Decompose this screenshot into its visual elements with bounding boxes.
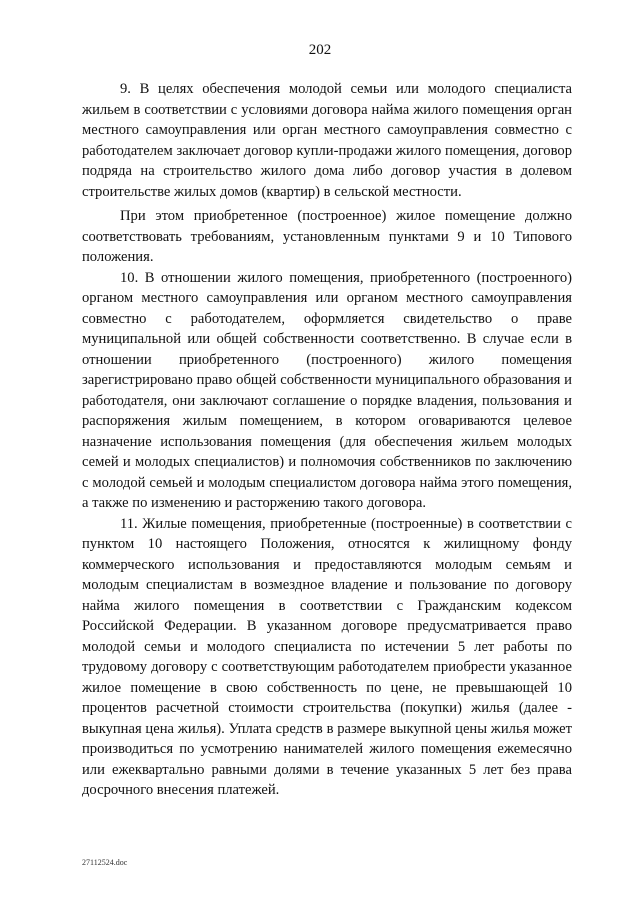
document-body xyxy=(82,79,572,801)
page-number: 202 xyxy=(308,42,332,58)
paragraph-10: 10. В отношении жилого помещения, приобретенного (построенного) органом местного самоуправления или органом местного самоуправления совместно с работодателем, оформляется свидетельство о праве муниципальной или общей собственности соответственно. В случае если в отношении приобретенного (построенного) жилого помещения зарегистрировано право общей собственности муниципального образования и работодателя, они заключают соглашение о порядке владения, пользования и распоряжения жилым помещением, в котором оговариваются целевое назначение использования помещения (для обеспечения жильем молодых семей и молодых специалистов) и полномочия собственников по заключению с молодой семьей и молодым специалистом договора найма этого помещения, а также по изменению и расторжению такого договора. xyxy=(82,269,572,511)
paragraph-9: 9. В целях обеспечения молодой семьи или молодого специалиста жильем в соответствии с условиями договора найма жилого помещения орган местного самоуправления или орган местного самоуправления совместно с работодателем заключает договор купли-продажи жилого помещения, договор подряда на строительство жилого дома либо договор участия в долевом строительстве жилых домов (квартир) в сельской местности. xyxy=(82,81,572,200)
document-file-code: 27112524.doc xyxy=(82,858,128,867)
paragraph-9-note: При этом приобретенное (построенное) жилое помещение должно соответствовать требованиям, установленным пунктами 9 и 10 Типового положения. xyxy=(82,208,572,265)
paragraph-11: 11. Жилые помещения, приобретенные (построенные) в соответствии с пунктом 10 настоящего Положения, относятся к жилищному фонду коммерческого использования и предоставляются молодым семьям и молодым специалистам в возмездное владение и пользование по договору найма жилого помещения в соответствии с Гражданским кодексом Российской Федерации. В указанном договоре предусматривается право молодой семьи и молодого специалиста по истечении 5 лет работы по трудовому договору с соответствующим работодателем приобрести указанное жилое помещение в свою собственность по цене, не превышающей 10 процентов расчетной стоимости строительства (покупки) жилья (далее - выкупная цена жилья). Уплата средств в размере выкупной цены жилья может производиться по усмотрению нанимателей жилого помещения ежемесячно или ежеквартально равными долями в течение указанных 5 лет без права досрочного внесения платежей. xyxy=(82,515,572,798)
